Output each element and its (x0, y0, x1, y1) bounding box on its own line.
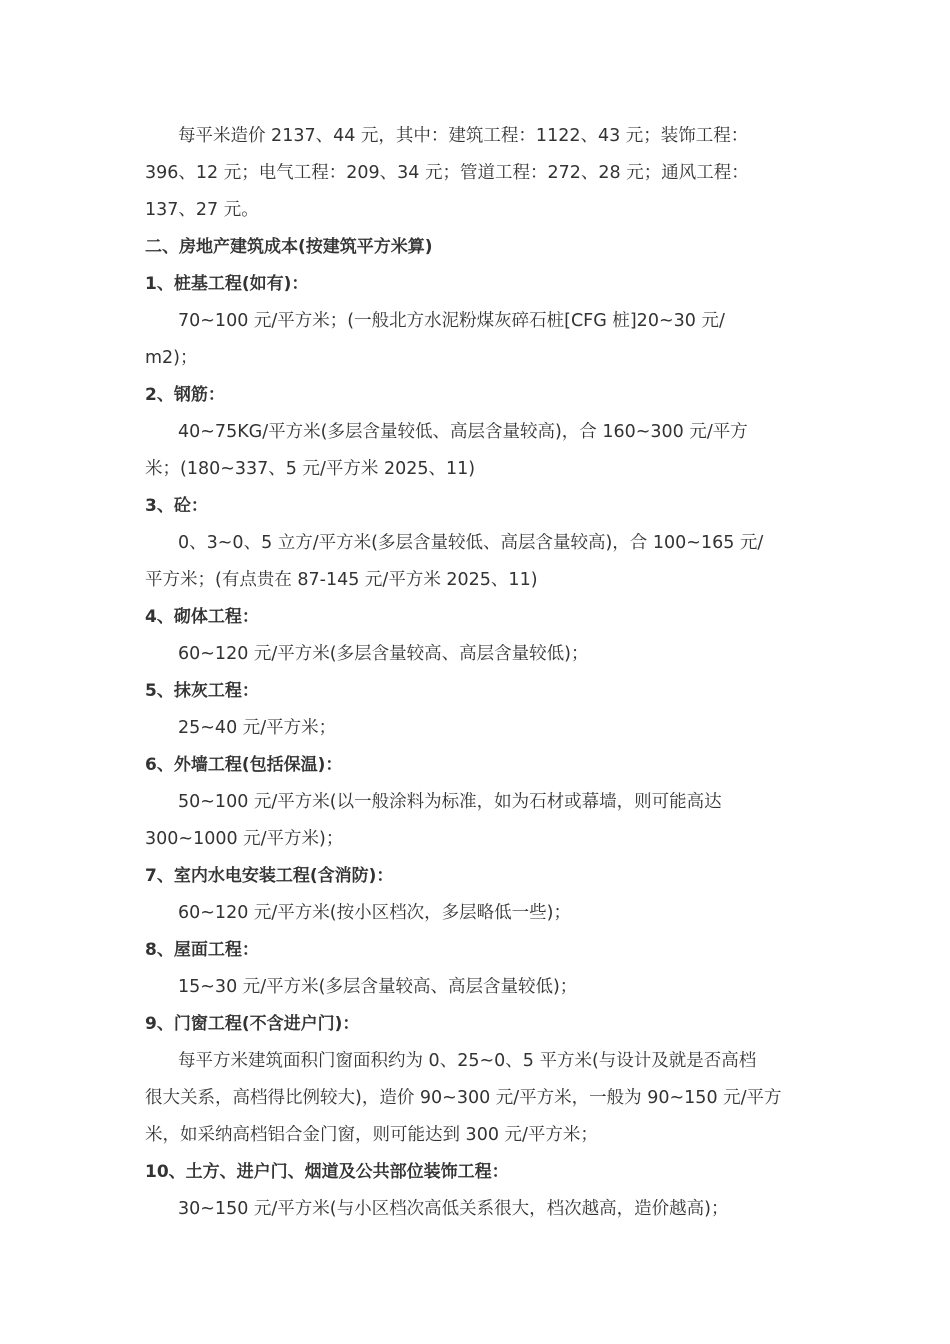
item-heading (145, 858, 813, 895)
item-body-line (145, 1043, 813, 1080)
item-body-line (145, 1080, 813, 1117)
item-body-text: 平方米；(有点贵在 87-145 元/平方米 2025、11) (145, 570, 538, 590)
item-body-text: 米，如采纳高档铝合金门窗，则可能达到 300 元/平方米； (145, 1125, 598, 1145)
item-body-text: 60~120 元/平方米(按小区档次，多层略低一些)； (178, 903, 571, 923)
item-heading-text: 4、砌体工程： (145, 607, 259, 627)
item-body-line (145, 710, 813, 747)
item-heading (145, 747, 813, 784)
item-heading-text: 10、土方、进户门、烟道及公共部位装饰工程： (145, 1162, 509, 1182)
item-heading (145, 1006, 813, 1043)
item-body-text: 300~1000 元/平方米)； (145, 829, 344, 849)
item-heading-text: 9、门窗工程(不含进户门)： (145, 1014, 360, 1034)
item-body-line (145, 451, 813, 488)
item-heading-text: 1、桩基工程(如有)： (145, 274, 309, 294)
item-heading-text: 7、室内水电安装工程(含消防)： (145, 866, 394, 886)
item-body-text: 每平方米建筑面积门窗面积约为 0、25~0、5 平方米(与设计及就是否高档 (178, 1051, 757, 1071)
item-heading (145, 377, 813, 414)
item-heading (145, 673, 813, 710)
item-body-line (145, 1191, 813, 1228)
intro-line-1 (145, 118, 813, 155)
item-body-line (145, 562, 813, 599)
item-body-line (145, 340, 813, 377)
item-body-line (145, 969, 813, 1006)
item-body-text: 25~40 元/平方米； (178, 718, 337, 738)
item-body-text: 70~100 元/平方米；(一般北方水泥粉煤灰碎石桩[CFG 桩]20~30 元/ (178, 311, 725, 331)
item-body-text: 米；(180~337、5 元/平方米 2025、11) (145, 459, 476, 479)
item-body-line (145, 414, 813, 451)
item-body-line (145, 784, 813, 821)
item-heading (145, 488, 813, 525)
item-heading-text: 8、屋面工程： (145, 940, 259, 960)
item-heading-text: 6、外墙工程(包括保温)： (145, 755, 343, 775)
item-heading (145, 1154, 813, 1191)
intro-text-2: 396、12 元；电气工程：209、34 元；管道工程：272、28 元；通风工程： (145, 163, 749, 183)
intro-line-2 (145, 155, 813, 192)
item-body-text: 15~30 元/平方米(多层含量较高、高层含量较低)； (178, 977, 578, 997)
item-body-line (145, 821, 813, 858)
item-body-line (145, 636, 813, 673)
cost-item-list (145, 266, 813, 1228)
item-body-text: 很大关系，高档得比例较大)，造价 90~300 元/平方米，一般为 90~150 元/平方 (145, 1088, 782, 1108)
item-body-line (145, 303, 813, 340)
item-heading-text: 3、砼： (145, 496, 208, 516)
item-body-line (145, 525, 813, 562)
item-heading (145, 932, 813, 969)
item-body-line (145, 1117, 813, 1154)
item-body-text: 0、3~0、5 立方/平方米(多层含量较低、高层含量较高)，合 100~165 元/ (178, 533, 764, 553)
item-body-text: 40~75KG/平方米(多层含量较低、高层含量较高)，合 160~300 元/平方 (178, 422, 748, 442)
item-body-text: 30~150 元/平方米(与小区档次高低关系很大，档次越高，造价越高)； (178, 1199, 729, 1219)
document-body (145, 118, 813, 1228)
intro-line-3 (145, 192, 813, 229)
intro-text-1: 每平米造价 2137、44 元，其中：建筑工程：1122、43 元；装饰工程： (178, 126, 749, 146)
item-heading-text: 2、钢筋： (145, 385, 225, 405)
item-heading-text: 5、抹灰工程： (145, 681, 259, 701)
item-heading (145, 266, 813, 303)
section-title (145, 229, 813, 266)
intro-text-3: 137、27 元。 (145, 200, 259, 220)
item-body-text: m2)； (145, 348, 198, 368)
item-heading (145, 599, 813, 636)
item-body-text: 50~100 元/平方米(以一般涂料为标准，如为石材或幕墙，则可能高达 (178, 792, 722, 812)
item-body-line (145, 895, 813, 932)
item-body-text: 60~120 元/平方米(多层含量较高、高层含量较低)； (178, 644, 589, 664)
section-title-text: 二、房地产建筑成本(按建筑平方米算) (145, 237, 433, 257)
